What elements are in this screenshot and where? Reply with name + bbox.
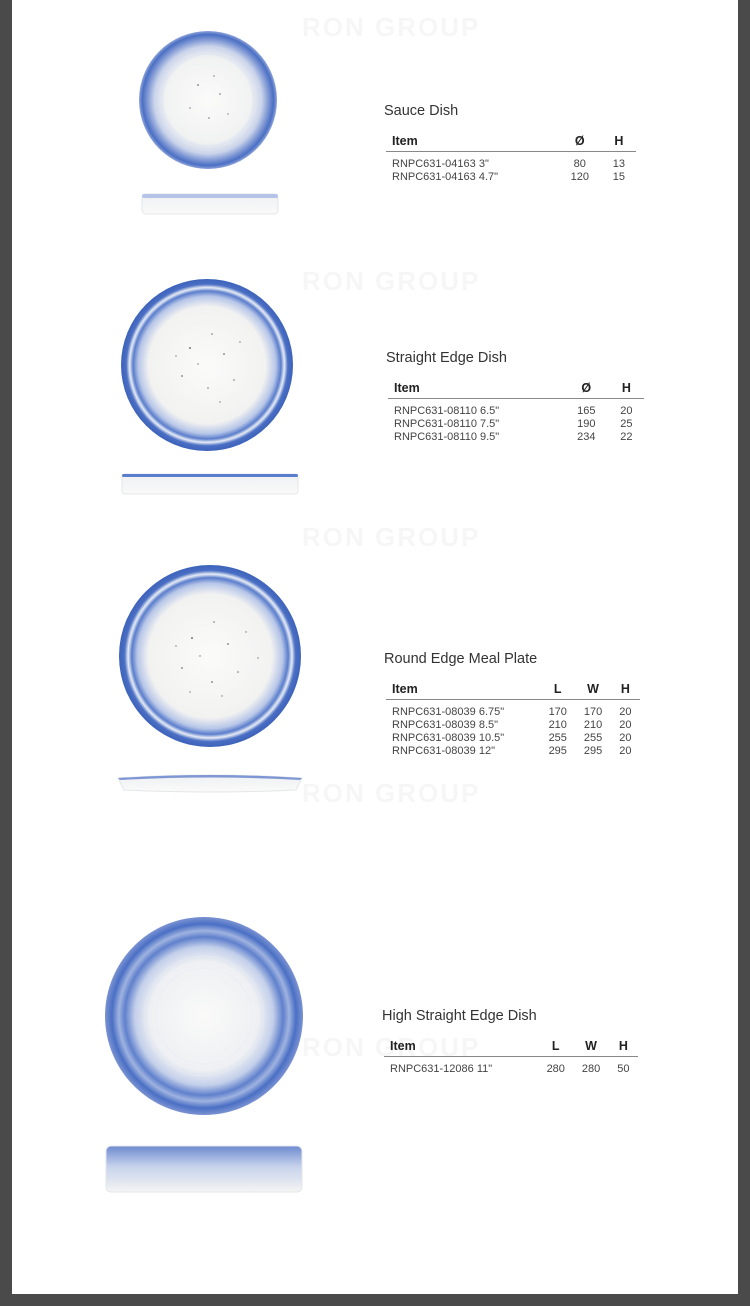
item-code: RNPC631-08039 10.5": [392, 732, 505, 744]
diameter-value: 120: [570, 171, 589, 183]
width-value: 255: [583, 732, 603, 744]
column-header: Ø: [558, 134, 602, 152]
catalog-page: [12, 0, 738, 1294]
table-header-row: [384, 1039, 638, 1057]
diameter-value: 234: [577, 431, 596, 443]
diameter-value: 190: [577, 418, 596, 430]
table-row: [388, 418, 644, 431]
column-header: L: [540, 682, 575, 700]
column-header: L: [538, 1039, 573, 1057]
plate-side-view-image: [140, 192, 286, 218]
height-value: 22: [620, 431, 633, 443]
plate-side-view-image: [104, 1144, 306, 1196]
item-code: RNPC631-04163 3": [392, 158, 489, 170]
watermark: [302, 12, 480, 43]
plate-top-view-image: [138, 30, 278, 170]
watermark: [302, 522, 480, 553]
column-header: Item: [386, 134, 558, 152]
plate-top-view-image: [104, 916, 304, 1116]
table-row: [388, 431, 644, 444]
table-header-row: [386, 682, 640, 700]
product-title: High Straight Edge Dish: [382, 1008, 537, 1024]
table-row: [386, 171, 636, 184]
column-header: Item: [386, 682, 540, 700]
column-header: W: [573, 1039, 608, 1057]
height-value: 25: [620, 418, 633, 430]
spec-table: [386, 682, 640, 758]
column-header: H: [609, 381, 644, 399]
column-header: H: [602, 134, 636, 152]
length-value: 255: [548, 732, 567, 744]
column-header: H: [611, 682, 640, 700]
table-row: [386, 719, 640, 732]
item-code: RNPC631-08110 6.5": [394, 405, 500, 417]
height-value: 20: [619, 719, 632, 731]
spec-table: [386, 134, 636, 184]
width-value: 295: [583, 745, 603, 757]
height-value: 20: [619, 732, 632, 744]
column-header: Ø: [564, 381, 609, 399]
table-row: [386, 700, 640, 720]
length-value: 280: [546, 1063, 565, 1075]
table-row: [384, 1057, 638, 1077]
plate-top-view-image: [118, 564, 302, 748]
item-code: RNPC631-08039 8.5": [392, 719, 499, 731]
item-code: RNPC631-12086 11": [390, 1063, 493, 1075]
item-code: RNPC631-08110 7.5": [394, 418, 500, 430]
item-code: RNPC631-08039 6.75": [392, 706, 505, 718]
product-title: Round Edge Meal Plate: [384, 651, 538, 667]
plate-top-view-image: [120, 278, 294, 452]
item-code: RNPC631-08110 9.5": [394, 431, 500, 443]
height-value: 13: [612, 158, 626, 170]
item-code: RNPC631-08039 12": [392, 745, 495, 757]
table-header-row: [388, 381, 644, 399]
height-value: 20: [619, 745, 632, 757]
height-value: 20: [620, 405, 633, 417]
plate-side-view-image: [116, 770, 306, 796]
table-row: [386, 745, 640, 758]
column-header: W: [575, 682, 610, 700]
watermark: [302, 778, 480, 809]
diameter-value: 80: [573, 158, 586, 170]
length-value: 295: [548, 745, 567, 757]
plate-side-view-image: [120, 472, 302, 498]
table-row: [386, 732, 640, 745]
length-value: 210: [548, 719, 567, 731]
spec-table: [384, 1039, 638, 1076]
column-header: Item: [384, 1039, 538, 1057]
table-row: [388, 399, 644, 419]
height-value: 15: [612, 171, 626, 183]
table-header-row: [386, 134, 636, 152]
length-value: 170: [548, 706, 567, 718]
height-value: 50: [617, 1063, 630, 1075]
column-header: H: [609, 1039, 638, 1057]
column-header: Item: [388, 381, 564, 399]
spec-table: [388, 381, 644, 444]
width-value: 280: [581, 1063, 601, 1075]
table-row: [386, 152, 636, 172]
watermark: [302, 266, 480, 297]
product-title: Sauce Dish: [384, 103, 459, 119]
item-code: RNPC631-04163 4.7": [392, 171, 499, 183]
height-value: 20: [619, 706, 632, 718]
width-value: 170: [583, 706, 603, 718]
diameter-value: 165: [577, 405, 596, 417]
width-value: 210: [583, 719, 603, 731]
product-title: Straight Edge Dish: [386, 350, 507, 366]
